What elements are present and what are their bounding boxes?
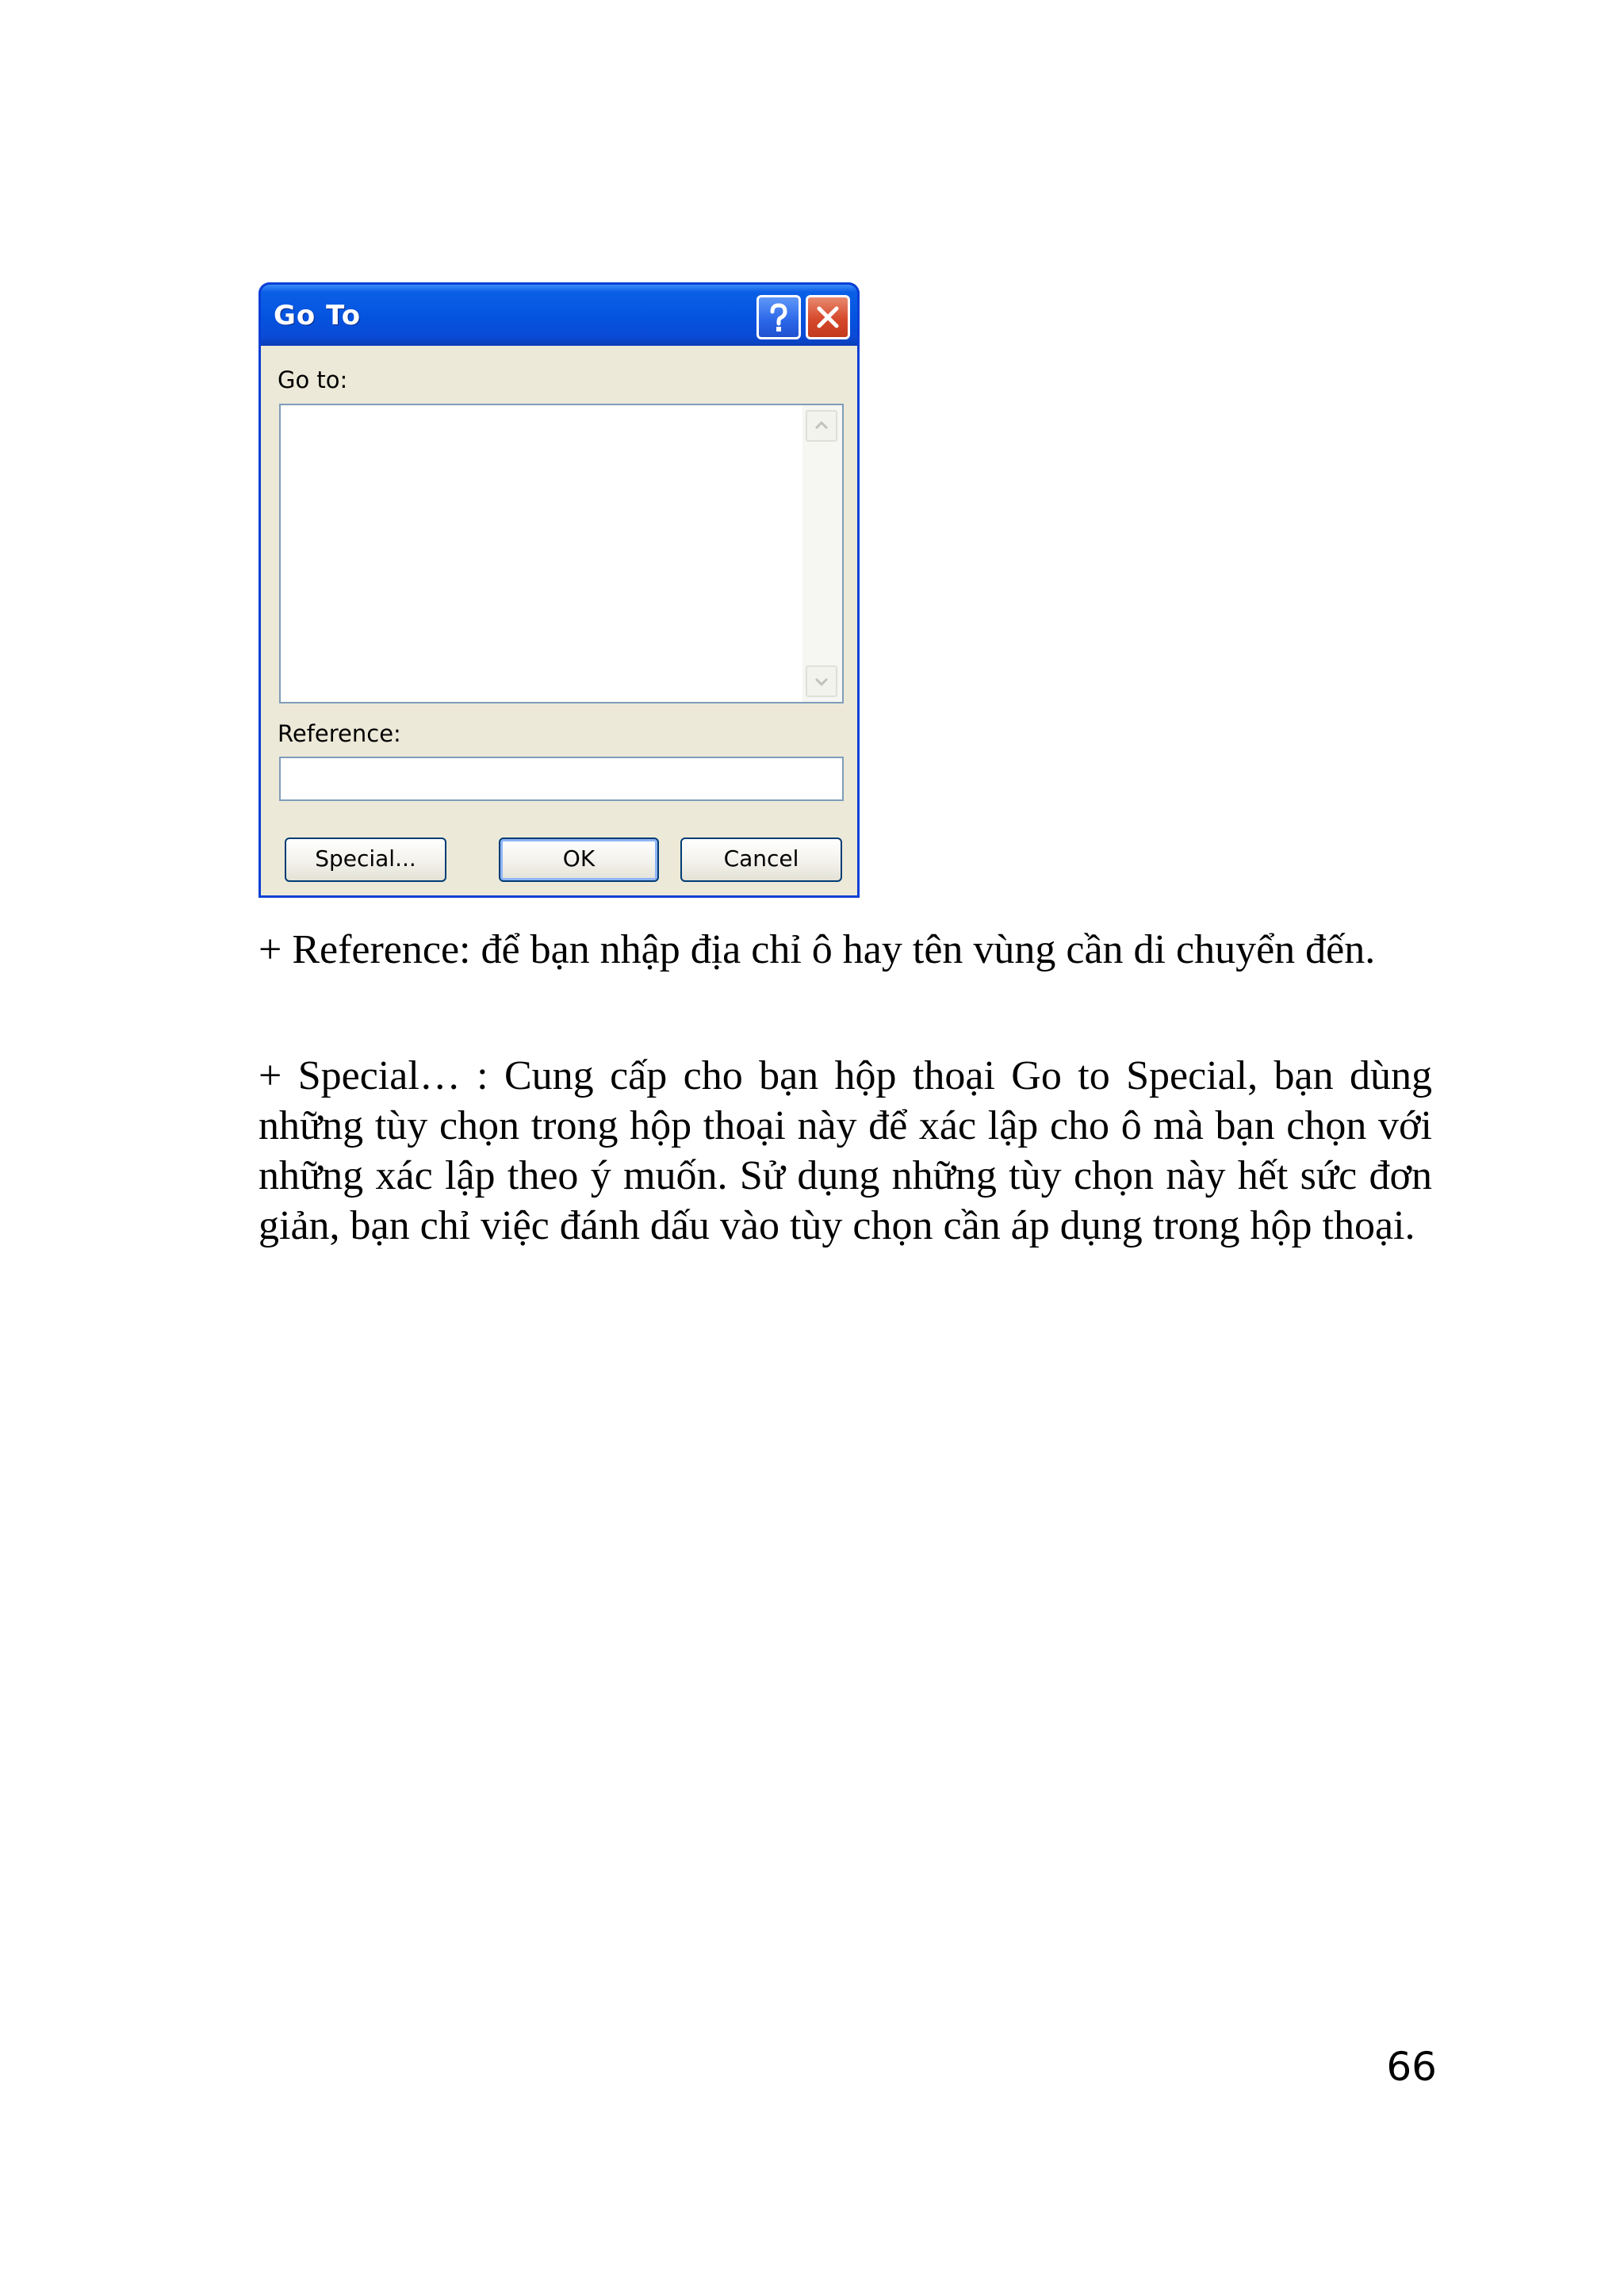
scroll-up-button[interactable] bbox=[806, 410, 837, 442]
reference-description: + Reference: để bạn nhập địa chỉ ô hay tên vùng cần di chuyển đến. bbox=[259, 927, 1376, 972]
reference-label: Reference: bbox=[278, 720, 401, 747]
question-mark-icon bbox=[759, 297, 799, 337]
close-button[interactable] bbox=[806, 295, 850, 339]
x-icon bbox=[808, 297, 848, 337]
dialog-titlebar[interactable] bbox=[259, 282, 860, 346]
chevron-down-icon bbox=[807, 667, 836, 696]
goto-list-scrollbar[interactable] bbox=[802, 405, 842, 702]
dialog-title: Go To bbox=[274, 300, 362, 332]
chevron-up-icon bbox=[807, 412, 836, 440]
ok-button[interactable]: OK bbox=[499, 838, 659, 882]
special-description: + Special… : Cung cấp cho bạn hộp thoại Go to Special, bạn dùng những tùy chọn trong hộp thoại này để xác lập cho ô mà bạn chọn với những xác lập theo ý muốn. Sử dụng những tùy chọn này hết sức đơn giản, bạn chỉ việc đánh dấu vào tùy chọn cần áp dụng trong hộp thoại. bbox=[259, 1053, 1432, 1248]
scroll-down-button[interactable] bbox=[806, 665, 837, 697]
help-button[interactable] bbox=[756, 295, 801, 339]
cancel-button[interactable]: Cancel bbox=[680, 838, 842, 882]
goto-label: Go to: bbox=[278, 366, 348, 393]
goto-list[interactable] bbox=[279, 404, 844, 703]
go-to-dialog bbox=[259, 282, 860, 898]
page-number: 66 bbox=[1386, 2044, 1437, 2090]
reference-input[interactable] bbox=[279, 757, 844, 801]
special-button[interactable]: Special... bbox=[285, 838, 446, 882]
